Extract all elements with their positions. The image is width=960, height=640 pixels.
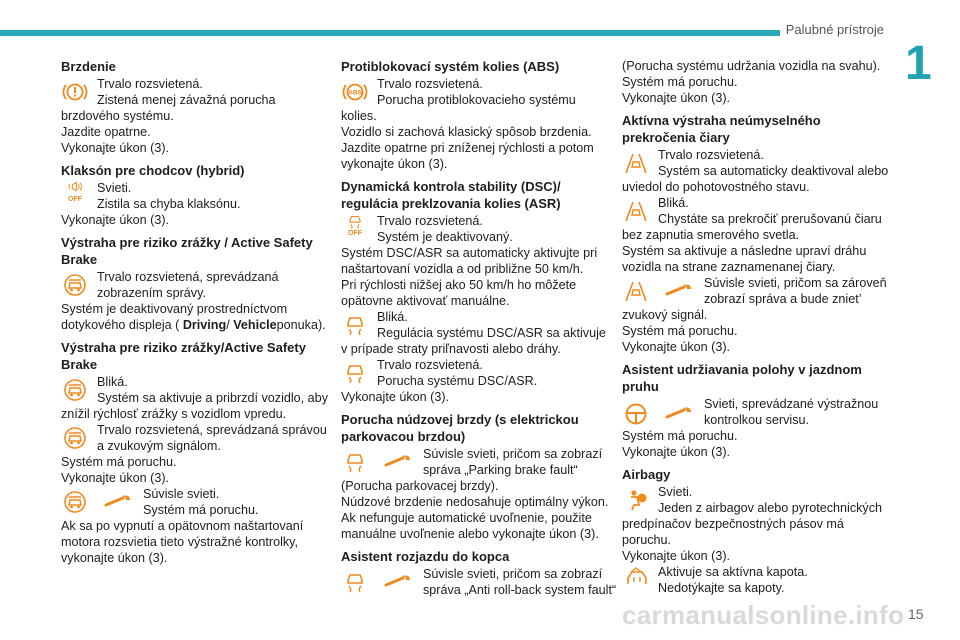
text-line: naštartovaní vozidla a od približne 50 km/h. xyxy=(341,262,584,276)
text-line: v prípade straty priľnavosti alebo dráhy. xyxy=(341,342,561,356)
text-line: Nedotýkajte sa kapoty. xyxy=(658,581,785,595)
text-line: Vykonajte úkon (3). xyxy=(61,471,170,485)
page-number: 15 xyxy=(908,606,924,622)
text-line: Bliká. xyxy=(658,196,689,210)
section-title-pedestrian-horn: Klaksón pre chodcov (hybrid) xyxy=(61,163,245,178)
text-line: Trvalo rozsvietená. xyxy=(377,77,483,91)
text-line: Ak nefunguje automatické uvoľnenie, použite xyxy=(341,511,592,525)
text-line: správa „Anti roll-back system fault“ xyxy=(423,583,617,597)
text-line: Svieti. xyxy=(97,181,132,195)
wrench-icon xyxy=(664,406,694,420)
column-right xyxy=(622,58,889,596)
entry-lane-keeping xyxy=(622,396,884,428)
watermark: carmanualsonline.info xyxy=(622,600,905,630)
text-line: poruchu. xyxy=(622,533,672,547)
wrench-icon xyxy=(383,574,413,588)
collision-warning-icon xyxy=(61,426,89,450)
column-left xyxy=(61,58,328,566)
text-line: manuálne uvoľnenie alebo vykonajte úkon (3). xyxy=(341,527,599,541)
menu-keyword-vehicle: Vehicle xyxy=(233,318,277,332)
entry-dsc-off xyxy=(341,213,603,245)
section-title-text: Dynamická kontrola stability (DSC)/ regulácia preklzovania kolies (ASR) xyxy=(341,179,561,211)
text-line: Systém DSC/ASR sa automaticky aktivujte pri xyxy=(341,246,598,260)
text-line: Bliká. xyxy=(377,310,408,324)
text-line: Systém má poruchu. xyxy=(61,455,177,469)
lane-departure-icon xyxy=(622,151,650,175)
lane-departure-icon xyxy=(622,279,650,303)
entry-brakes xyxy=(61,76,323,108)
skid-icon xyxy=(341,313,369,337)
text-line: Vykonajte úkon (3). xyxy=(341,390,450,404)
section-title-lane-departure xyxy=(622,112,884,146)
text-line: uviedol do pohotovostného stavu. xyxy=(622,180,810,194)
entry-collision-risk xyxy=(61,269,323,301)
header-accent-bar xyxy=(0,30,780,36)
text-line: Pri rýchlosti nižšej ako 50 km/h ho môžete xyxy=(341,278,577,292)
text-line: vykonajte úkon (3). xyxy=(341,157,448,171)
lane-departure-icon xyxy=(622,199,650,223)
entry-collision-on xyxy=(61,422,327,454)
off-label: OFF xyxy=(68,196,82,203)
text-line: Súvisle svieti, pričom sa zobrazí xyxy=(423,447,603,461)
text-line: Systém je deaktivovaný prostredníctvom xyxy=(61,302,288,316)
entry-active-bonnet xyxy=(622,564,884,596)
entry-airbags xyxy=(622,484,884,516)
column-middle xyxy=(341,58,617,598)
text-line: zobrazí správa a bude zniet’ xyxy=(704,292,862,306)
text-span: ponuka). xyxy=(276,318,326,332)
section-title-text: Aktívna výstraha neúmyselného prekročenia čiary xyxy=(622,113,821,145)
text-line: Núdzové brzdenie nedosahuje optimálny výkon. xyxy=(341,495,609,509)
horn-icon xyxy=(61,180,89,196)
entry-abs xyxy=(341,76,603,108)
entry-collision-flashing xyxy=(61,374,328,406)
wrench-icon xyxy=(664,283,694,297)
text-line: Vykonajte úkon (3). xyxy=(622,340,731,354)
text-line: Zistená menej závažná porucha xyxy=(97,93,276,107)
text-line: Vykonajte úkon (3). xyxy=(622,549,731,563)
skid-icon xyxy=(341,213,369,230)
skid-icon xyxy=(341,450,369,474)
text-line: Ak sa po vypnutí a opätovnom naštartovaní xyxy=(61,519,304,533)
section-title-text: Asistent udržiavania polohy v jazdnom pruhu xyxy=(622,362,862,394)
text-line: Súvisle svieti, pričom sa zobrazí xyxy=(423,567,603,581)
airbag-icon xyxy=(622,488,650,512)
abs-icon xyxy=(341,80,369,104)
menu-keyword-driving: Driving xyxy=(182,318,227,332)
text-line: (Porucha parkovacej brzdy). xyxy=(341,479,499,493)
entry-hill-start xyxy=(341,566,617,598)
text-line: kontrolkou servisu. xyxy=(704,413,809,427)
skid-icon xyxy=(341,361,369,385)
text-line: Aktivuje sa aktívna kapota. xyxy=(658,565,808,579)
text-line: Svieti. xyxy=(658,485,693,499)
text-line: Chystáte sa prekročiť prerušovanú čiaru xyxy=(658,212,882,226)
section-title-collision-risk-2: Výstraha pre riziko zrážky/Active Safety Brake xyxy=(61,340,306,372)
text-span: dotykového displeja ( xyxy=(61,318,183,332)
text-line: Súvisle svieti, pričom sa zároveň xyxy=(704,276,887,290)
entry-pedestrian-horn xyxy=(61,180,323,212)
text-line: Systém má poruchu. xyxy=(622,75,738,89)
text-line: Trvalo rozsvietená, sprevádzaná xyxy=(97,270,279,284)
text-line: motora rozsvietia tieto výstražné kontrolky, xyxy=(61,535,299,549)
steering-wheel-icon xyxy=(622,402,650,426)
text-line: Zistila sa chyba klaksónu. xyxy=(97,197,241,211)
page-header-title: Palubné prístroje xyxy=(785,22,884,37)
chapter-number: 1 xyxy=(905,37,932,90)
text-line: znížil rýchlosť zrážky s vozidlom vpredu. xyxy=(61,407,287,421)
text-line: opätovne aktivovať manuálne. xyxy=(341,294,510,308)
text-line: zvukový signál. xyxy=(622,308,708,322)
text-line: zobrazením správy. xyxy=(97,286,206,300)
text-line: Trvalo rozsvietená. xyxy=(97,77,203,91)
text-line: brzdového systému. xyxy=(61,109,174,123)
section-title-hill-start: Asistent rozjazdu do kopca xyxy=(341,549,510,564)
text-line: predpínačov bezpečnostných pásov má xyxy=(622,517,844,531)
collision-warning-icon xyxy=(61,490,89,514)
text-line: Jazdite opatrne pri zníženej rýchlosti a potom xyxy=(341,141,594,155)
text-span: / xyxy=(226,318,234,332)
section-title-text: Porucha núdzovej brzdy (s elektrickou parkovacou brzdou) xyxy=(341,412,579,444)
section-title-brakes: Brzdenie xyxy=(61,59,116,74)
text-line: Trvalo rozsvietená. xyxy=(377,358,483,372)
off-label: OFF xyxy=(348,230,362,237)
text-line: a zvukovým signálom. xyxy=(97,439,221,453)
text-line: Systém má poruchu. xyxy=(143,503,259,517)
collision-warning-icon xyxy=(61,273,89,297)
text-line: Systém sa aktivuje a následne upraví dráhu xyxy=(622,244,867,258)
text-line: Vykonajte úkon (3). xyxy=(622,91,731,105)
entry-lane-flashing xyxy=(622,195,884,227)
text-line xyxy=(61,317,326,333)
text-line: Systém sa aktivuje a pribrzdí vozidlo, aby xyxy=(97,391,328,405)
section-title-collision-risk: Výstraha pre riziko zrážky / Active Safety Brake xyxy=(61,235,313,267)
text-line: Porucha systému DSC/ASR. xyxy=(377,374,538,388)
brake-warning-icon xyxy=(61,80,89,104)
text-line: Trvalo rozsvietená, sprevádzaná správou xyxy=(97,423,327,437)
text-line: Regulácia systému DSC/ASR sa aktivuje xyxy=(377,326,606,340)
text-line: bez zapnutia smerového svetla. xyxy=(622,228,800,242)
text-line: Bliká. xyxy=(97,375,128,389)
entry-dsc-flashing xyxy=(341,309,606,341)
text-line: Vykonajte úkon (3). xyxy=(61,141,170,155)
text-line: Súvisle svieti. xyxy=(143,487,220,501)
section-title-dsc-asr xyxy=(341,178,603,212)
text-line: Systém sa automaticky deaktivoval alebo xyxy=(658,164,889,178)
section-title-emergency-brake xyxy=(341,411,603,445)
text-line: Systém má poruchu. xyxy=(622,324,738,338)
text-line: vykonajte úkon (3). xyxy=(61,551,168,565)
entry-lane-fault xyxy=(622,275,887,307)
entry-lane-on xyxy=(622,147,889,179)
section-title-lane-keeping xyxy=(622,361,884,395)
text-line: Trvalo rozsvietená. xyxy=(377,214,483,228)
collision-warning-icon xyxy=(61,378,89,402)
section-title-airbags: Airbagy xyxy=(622,467,671,482)
text-line: vozidla na strane zaznamenanej čiary. xyxy=(622,260,836,274)
wrench-icon xyxy=(103,494,133,508)
text-line: Systém má poruchu. xyxy=(622,429,738,443)
text-line: Jazdite opatrne. xyxy=(61,125,151,139)
text-line: Vykonajte úkon (3). xyxy=(61,213,170,227)
entry-collision-fault xyxy=(61,486,323,518)
wrench-icon xyxy=(383,454,413,468)
active-bonnet-icon xyxy=(622,566,650,590)
text-line: (Porucha systému udržania vozidla na svahu). xyxy=(622,59,881,73)
text-line: Vozidlo si zachová klasický spôsob brzdenia. xyxy=(341,125,592,139)
text-line: Svieti, sprevádzané výstražnou xyxy=(704,397,879,411)
text-line: správa „Parking brake fault“ xyxy=(423,463,578,477)
text-line: Trvalo rozsvietená. xyxy=(658,148,764,162)
entry-emergency-brake xyxy=(341,446,603,478)
entry-dsc-fault xyxy=(341,357,603,389)
skid-icon xyxy=(341,570,369,594)
text-line: Systém je deaktivovaný. xyxy=(377,230,513,244)
text-line: Vykonajte úkon (3). xyxy=(622,445,731,459)
text-line: kolies. xyxy=(341,109,377,123)
text-line: Jeden z airbagov alebo pyrotechnických xyxy=(658,501,883,515)
section-title-abs: Protiblokovací systém kolies (ABS) xyxy=(341,59,560,74)
text-line: Porucha protiblokovacieho systému xyxy=(377,93,576,107)
